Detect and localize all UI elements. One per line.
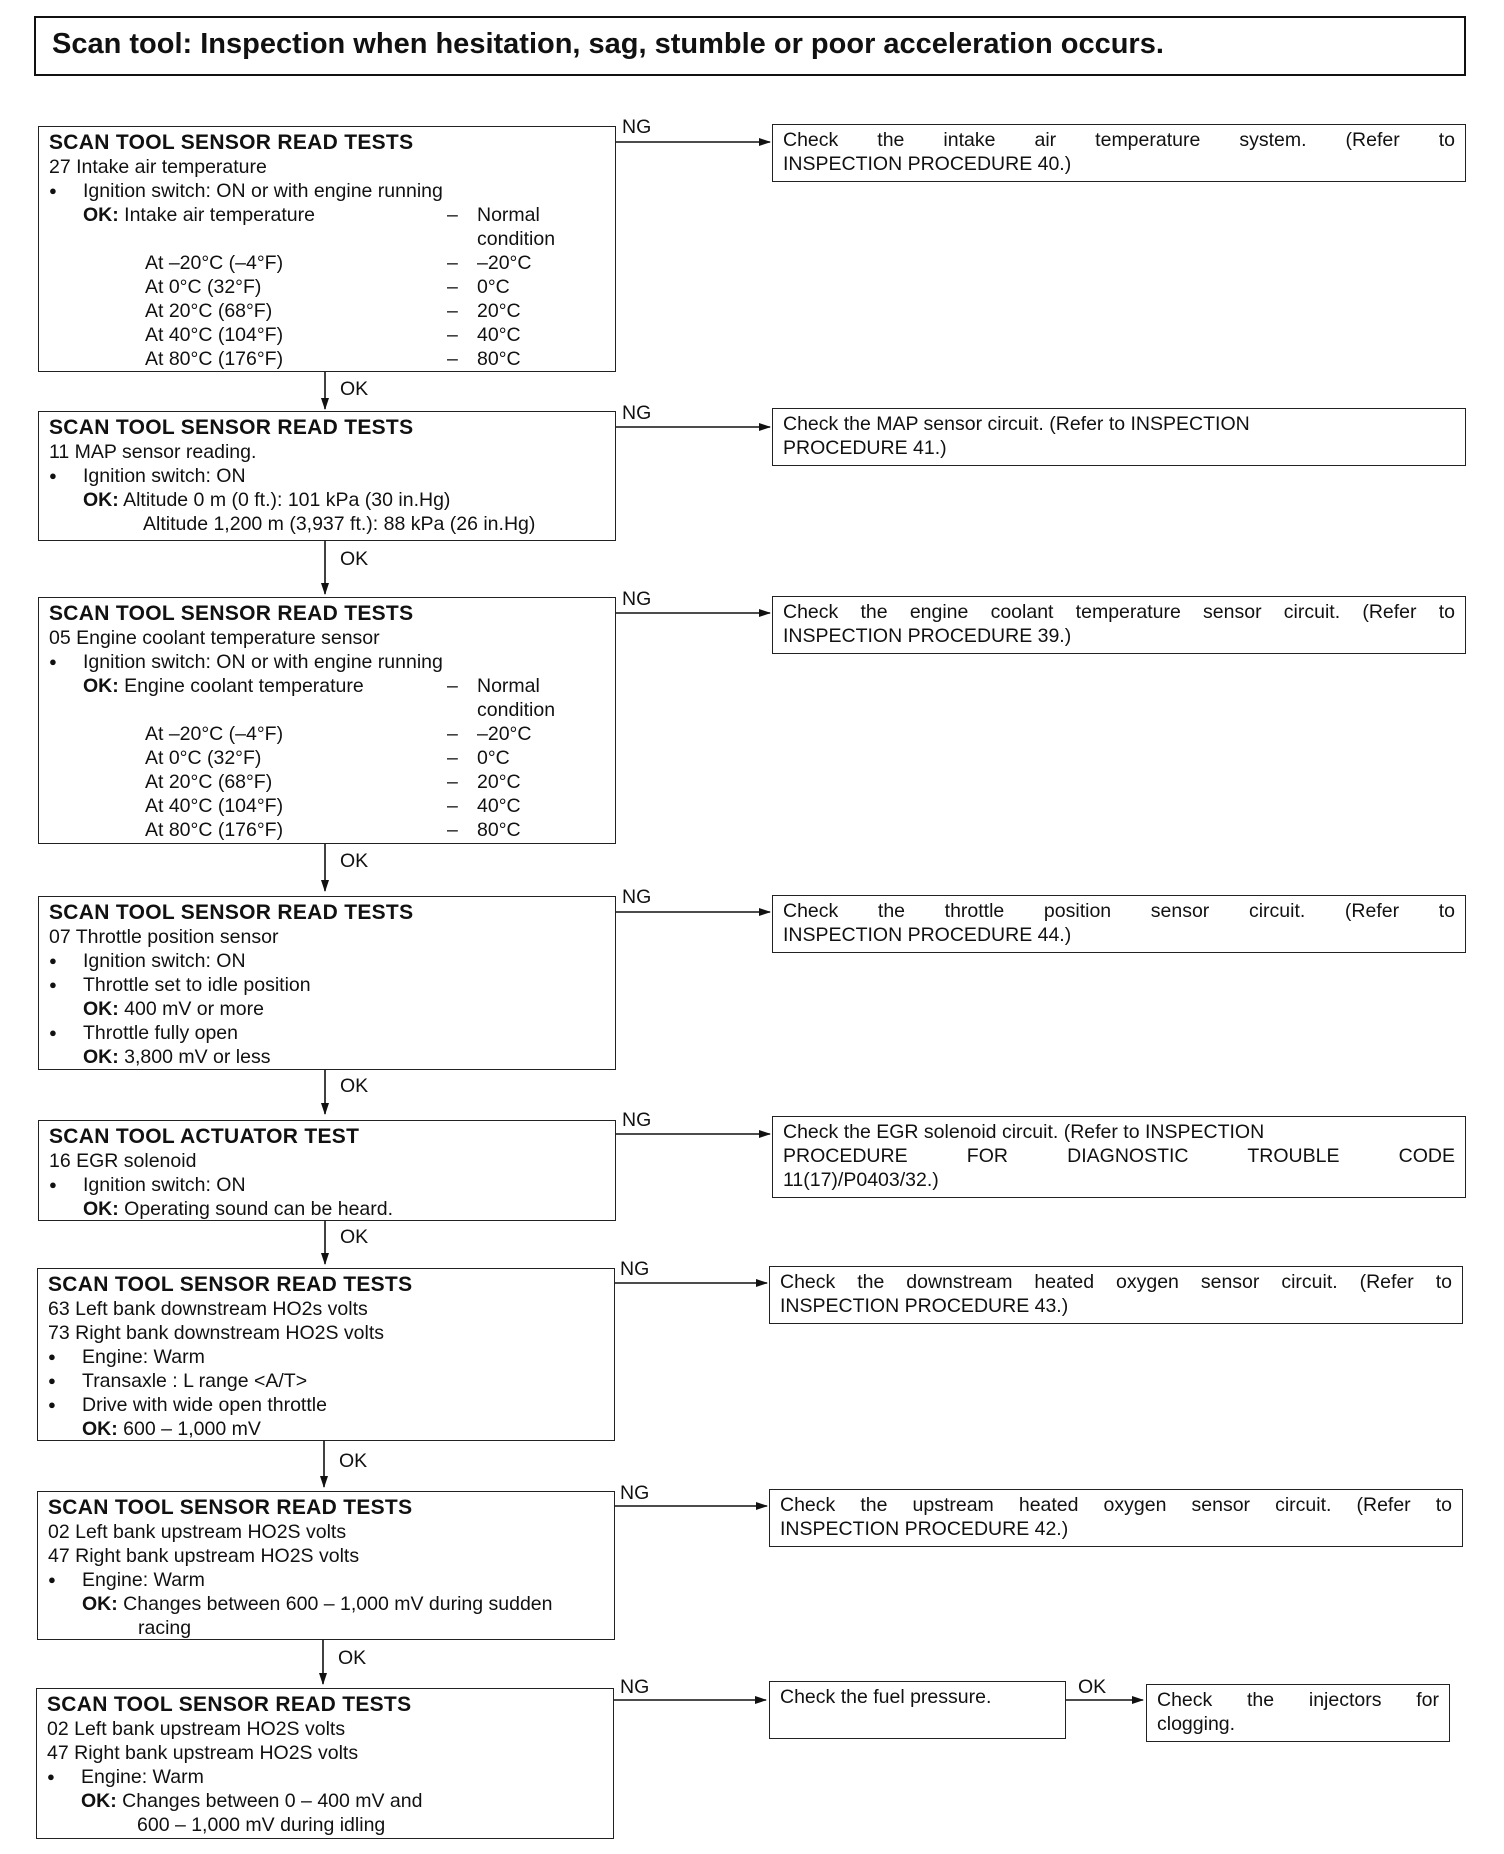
action-line: PROCEDURE 41.) bbox=[783, 437, 947, 459]
action-line: Check the injectors for bbox=[1157, 1689, 1439, 1711]
step-1-box bbox=[38, 126, 616, 372]
table-row bbox=[49, 770, 615, 794]
ok-row-cont bbox=[49, 698, 615, 722]
step-condition: ● Transaxle : L range <A/T> bbox=[48, 1369, 614, 1393]
action-line: 11(17)/P0403/32.) bbox=[783, 1169, 939, 1191]
step-condition: ● Engine: Warm bbox=[48, 1568, 614, 1592]
table-cell: 40°C bbox=[477, 324, 521, 346]
step-heading: SCAN TOOL SENSOR READ TESTS bbox=[49, 131, 414, 154]
action-line: Check the downstream heated oxygen sensor circuit. (Refer to bbox=[780, 1271, 1452, 1293]
step-heading: SCAN TOOL SENSOR READ TESTS bbox=[49, 602, 414, 625]
dash: – bbox=[447, 795, 458, 817]
table-cell: At 40°C (104°F) bbox=[145, 795, 284, 817]
table-row bbox=[49, 746, 615, 770]
table-row bbox=[49, 275, 615, 299]
table-cell: At 40°C (104°F) bbox=[145, 324, 284, 346]
step-item: 07 Throttle position sensor bbox=[49, 926, 279, 948]
action-line: INSPECTION PROCEDURE 44.) bbox=[783, 924, 1072, 946]
dash: – bbox=[447, 819, 458, 841]
page-title: Scan tool: Inspection when hesitation, sag, stumble or poor acceleration occurs. bbox=[52, 28, 1164, 60]
title-box bbox=[34, 16, 1466, 76]
step-2-box bbox=[38, 411, 616, 541]
step-item: 16 EGR solenoid bbox=[49, 1150, 197, 1172]
table-row bbox=[49, 794, 615, 818]
ok-criteria: OK: 400 mV or more bbox=[83, 998, 264, 1020]
ok-value: condition bbox=[477, 699, 556, 721]
dash: – bbox=[447, 324, 458, 346]
table-cell: At 80°C (176°F) bbox=[145, 819, 284, 841]
step-4-box bbox=[38, 896, 616, 1070]
ng-label: NG bbox=[622, 588, 652, 610]
table-row bbox=[49, 299, 615, 323]
ok-label: OK bbox=[340, 850, 369, 872]
step-item: 63 Left bank downstream HO2s volts bbox=[48, 1298, 368, 1320]
ng-label: NG bbox=[620, 1258, 650, 1280]
table-cell: 20°C bbox=[477, 300, 521, 322]
ok-value: condition bbox=[477, 228, 556, 250]
action-line: INSPECTION PROCEDURE 42.) bbox=[780, 1518, 1069, 1540]
ng-action-4 bbox=[772, 895, 1466, 953]
step-item: 02 Left bank upstream HO2S volts bbox=[47, 1718, 346, 1740]
ng-label: NG bbox=[620, 1676, 650, 1698]
step-heading: SCAN TOOL SENSOR READ TESTS bbox=[48, 1273, 413, 1296]
table-cell: 80°C bbox=[477, 819, 521, 841]
step-heading: SCAN TOOL SENSOR READ TESTS bbox=[47, 1693, 412, 1716]
step-item: 73 Right bank downstream HO2S volts bbox=[48, 1322, 384, 1344]
step-6-box bbox=[37, 1268, 615, 1441]
step-condition: ● Ignition switch: ON or with engine running bbox=[49, 179, 615, 203]
ok-criteria: OK: Changes between 600 – 1,000 mV during sudden bbox=[82, 1593, 553, 1615]
action-line: Check the intake air temperature system. (Refer to bbox=[783, 129, 1455, 151]
step-8-box bbox=[36, 1688, 614, 1839]
ng-label: NG bbox=[622, 402, 652, 424]
action-line: Check the upstream heated oxygen sensor circuit. (Refer to bbox=[780, 1494, 1452, 1516]
action-line: PROCEDURE FOR DIAGNOSTIC TROUBLE CODE bbox=[783, 1145, 1455, 1167]
ok-value: Normal bbox=[477, 204, 540, 226]
table-cell: 80°C bbox=[477, 348, 521, 370]
ng-action-8 bbox=[769, 1681, 1066, 1739]
ok-label: OK bbox=[340, 548, 369, 570]
step-3-box bbox=[38, 597, 616, 844]
ok-label: OK bbox=[340, 1226, 369, 1248]
action-line: Check the EGR solenoid circuit. (Refer to INSPECTION bbox=[783, 1121, 1265, 1143]
action-line: Check the fuel pressure. bbox=[780, 1686, 992, 1708]
ok-label: OK bbox=[340, 1075, 369, 1097]
ng-label: NG bbox=[622, 886, 652, 908]
dash: – bbox=[447, 204, 458, 226]
table-cell: At 20°C (68°F) bbox=[145, 300, 273, 322]
ok-row bbox=[49, 203, 615, 227]
step-condition: ● Ignition switch: ON bbox=[49, 464, 615, 488]
step-item: 11 MAP sensor reading. bbox=[49, 441, 257, 463]
dash: – bbox=[447, 675, 458, 697]
ok-criteria: OK: Engine coolant temperature bbox=[83, 675, 364, 697]
ok-value: Normal bbox=[477, 675, 540, 697]
step-condition: ● Throttle set to idle position bbox=[49, 973, 615, 997]
ok-label: OK bbox=[339, 1450, 368, 1472]
ng-action-1 bbox=[772, 124, 1466, 182]
ng-action-7 bbox=[769, 1489, 1463, 1547]
table-cell: –20°C bbox=[477, 252, 532, 274]
table-row bbox=[49, 323, 615, 347]
action-line: Check the throttle position sensor circuit. (Refer to bbox=[783, 900, 1455, 922]
step-heading: SCAN TOOL SENSOR READ TESTS bbox=[49, 416, 414, 439]
step-condition: ● Throttle fully open bbox=[49, 1021, 615, 1045]
ok-criteria: OK: Altitude 0 m (0 ft.): 101 kPa (30 in.Hg) bbox=[83, 489, 451, 511]
ok-label: OK bbox=[338, 1647, 367, 1669]
table-row bbox=[49, 251, 615, 275]
ng-label: NG bbox=[622, 1109, 652, 1131]
step-7-box bbox=[37, 1491, 615, 1640]
step-item: 47 Right bank upstream HO2S volts bbox=[47, 1742, 359, 1764]
action-line: INSPECTION PROCEDURE 43.) bbox=[780, 1295, 1069, 1317]
action-line: INSPECTION PROCEDURE 40.) bbox=[783, 153, 1072, 175]
action-line: clogging. bbox=[1157, 1713, 1236, 1735]
table-cell: –20°C bbox=[477, 723, 532, 745]
step-item: 05 Engine coolant temperature sensor bbox=[49, 627, 380, 649]
step-heading: SCAN TOOL SENSOR READ TESTS bbox=[48, 1496, 413, 1519]
step-condition: ● Ignition switch: ON bbox=[49, 1173, 615, 1197]
step-condition: ● Engine: Warm bbox=[48, 1345, 614, 1369]
table-row bbox=[49, 722, 615, 746]
dash: – bbox=[447, 276, 458, 298]
ok-action-injectors bbox=[1146, 1684, 1450, 1742]
table-cell: At –20°C (–4°F) bbox=[145, 252, 284, 274]
step-heading: SCAN TOOL ACTUATOR TEST bbox=[49, 1125, 360, 1148]
ok-criteria-cont: racing bbox=[138, 1617, 192, 1639]
ok-criteria: OK: 3,800 mV or less bbox=[83, 1046, 271, 1068]
ng-label: NG bbox=[622, 116, 652, 138]
step-condition: ● Engine: Warm bbox=[47, 1765, 613, 1789]
step-condition: ● Ignition switch: ON bbox=[49, 949, 615, 973]
table-cell: At –20°C (–4°F) bbox=[145, 723, 284, 745]
dash: – bbox=[447, 348, 458, 370]
step-5-box bbox=[38, 1120, 616, 1221]
ok-row-cont bbox=[49, 227, 615, 251]
action-line: Check the engine coolant temperature sensor circuit. (Refer to bbox=[783, 601, 1455, 623]
step-item: 47 Right bank upstream HO2S volts bbox=[48, 1545, 360, 1567]
table-cell: At 0°C (32°F) bbox=[145, 276, 262, 298]
table-row bbox=[49, 818, 615, 842]
ok-label: OK bbox=[1078, 1676, 1107, 1698]
ng-action-5 bbox=[772, 1116, 1466, 1198]
action-line: INSPECTION PROCEDURE 39.) bbox=[783, 625, 1072, 647]
step-item: 27 Intake air temperature bbox=[49, 156, 267, 178]
ok-criteria-cont: Altitude 1,200 m (3,937 ft.): 88 kPa (26 in.Hg) bbox=[143, 513, 536, 535]
step-condition: ● Ignition switch: ON or with engine running bbox=[49, 650, 615, 674]
ng-action-3 bbox=[772, 596, 1466, 654]
step-item: 02 Left bank upstream HO2S volts bbox=[48, 1521, 347, 1543]
dash: – bbox=[447, 771, 458, 793]
table-cell: 0°C bbox=[477, 276, 510, 298]
table-cell: 40°C bbox=[477, 795, 521, 817]
table-cell: 20°C bbox=[477, 771, 521, 793]
action-line: Check the MAP sensor circuit. (Refer to INSPECTION bbox=[783, 413, 1250, 435]
step-condition: ● Drive with wide open throttle bbox=[48, 1393, 614, 1417]
table-cell: At 80°C (176°F) bbox=[145, 348, 284, 370]
ng-action-6 bbox=[769, 1266, 1463, 1324]
ok-label: OK bbox=[340, 378, 369, 400]
ng-action-2 bbox=[772, 408, 1466, 466]
ok-criteria-cont: 600 – 1,000 mV during idling bbox=[137, 1814, 386, 1836]
ng-label: NG bbox=[620, 1482, 650, 1504]
table-cell: At 0°C (32°F) bbox=[145, 747, 262, 769]
dash: – bbox=[447, 723, 458, 745]
dash: – bbox=[447, 747, 458, 769]
ok-criteria: OK: Intake air temperature bbox=[83, 204, 315, 226]
dash: – bbox=[447, 300, 458, 322]
ok-criteria: OK: Changes between 0 – 400 mV and bbox=[81, 1790, 423, 1812]
ok-criteria: OK: Operating sound can be heard. bbox=[83, 1198, 394, 1220]
ok-row bbox=[49, 674, 615, 698]
table-cell: At 20°C (68°F) bbox=[145, 771, 273, 793]
ok-criteria: OK: 600 – 1,000 mV bbox=[82, 1418, 261, 1440]
table-cell: 0°C bbox=[477, 747, 510, 769]
step-heading: SCAN TOOL SENSOR READ TESTS bbox=[49, 901, 414, 924]
table-row bbox=[49, 347, 615, 371]
dash: – bbox=[447, 252, 458, 274]
